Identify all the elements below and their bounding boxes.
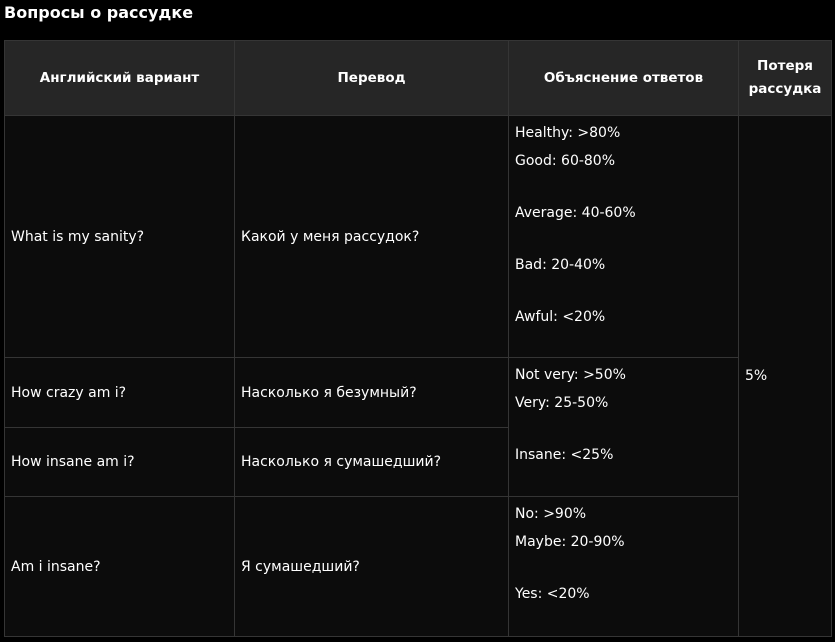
table-row	[5, 358, 832, 428]
cell-sanity-loss: 5%	[739, 116, 832, 637]
table-header-row	[5, 41, 832, 116]
section-heading: Вопросы о рассудке	[4, 3, 194, 22]
answer-line: Good: 60-80%	[515, 153, 616, 169]
answer-line: Bad: 20-40%	[515, 257, 606, 273]
cell-explanation	[509, 116, 739, 358]
cell-translation: Я сумашедший?	[235, 497, 509, 637]
answer-line: Yes: <20%	[515, 586, 590, 602]
answer-line: No: >90%	[515, 506, 587, 522]
answer-line: Awful: <20%	[515, 309, 606, 325]
header-sanity-loss	[739, 41, 832, 116]
table-row	[5, 497, 832, 637]
answer-line: Not very: >50%	[515, 367, 626, 383]
cell-english: How crazy am i?	[5, 358, 235, 428]
header-sanity-loss-line2: рассудка	[748, 81, 822, 97]
cell-explanation	[509, 497, 739, 637]
header-english: Английский вариант	[5, 41, 235, 116]
table-row	[5, 116, 832, 358]
answer-line: Very: 25-50%	[515, 395, 609, 411]
header-translation: Перевод	[235, 41, 509, 116]
cell-english: How insane am i?	[5, 428, 235, 497]
answer-line: Insane: <25%	[515, 447, 614, 463]
answer-line: Maybe: 20-90%	[515, 534, 625, 550]
cell-english: Am i insane?	[5, 497, 235, 637]
sanity-questions-table	[4, 40, 832, 637]
answer-line: Average: 40-60%	[515, 205, 636, 221]
answer-line: Healthy: >80%	[515, 125, 621, 141]
cell-translation: Насколько я безумный?	[235, 358, 509, 428]
header-sanity-loss-line1: Потеря	[757, 58, 813, 74]
header-explanation: Объяснение ответов	[509, 41, 739, 116]
cell-explanation	[509, 358, 739, 497]
cell-translation: Какой у меня рассудок?	[235, 116, 509, 358]
cell-english: What is my sanity?	[5, 116, 235, 358]
cell-translation: Насколько я сумашедший?	[235, 428, 509, 497]
